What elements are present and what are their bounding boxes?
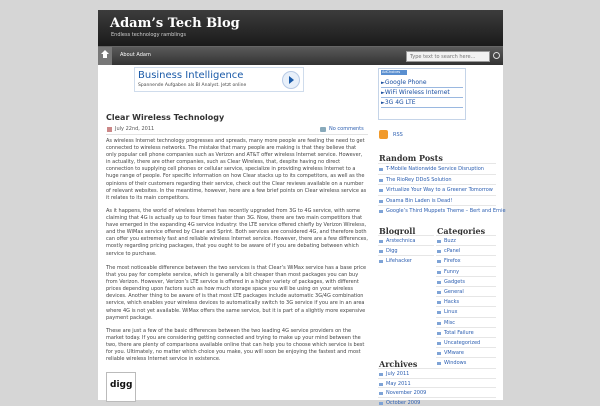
categories-heading: Categories [437, 226, 485, 236]
header [98, 10, 503, 46]
archive-link[interactable]: November 2009 [386, 390, 426, 396]
archive-link[interactable]: July 2011 [386, 371, 409, 377]
ad-link-3g-4g-lte[interactable]: ► 3G 4G LTE [381, 99, 416, 106]
nav-item-about-adam[interactable]: About Adam [120, 52, 151, 58]
list-item[interactable] [436, 337, 496, 347]
list-item[interactable] [436, 296, 496, 306]
list-item[interactable] [378, 387, 496, 397]
home-icon [102, 52, 108, 59]
list-item[interactable] [378, 195, 496, 206]
list-item[interactable] [436, 327, 496, 337]
search-icon[interactable] [493, 52, 500, 59]
blogroll-link[interactable]: Arstechnica [386, 238, 415, 244]
post-paragraph: As wireless Internet technology progresses and spreads, many more people are feeling the need to get connected to wireless networks. The mistake that many people are making is that they believe that only popular cell phone companies such as Verizon and AT&T offer wireless Internet service. However, in actuality, there are other companies, such as Clear Wireless, that, despite having no direct connection to supplying cell phones or cellular service, specialize in providing wireless Internet to a huge range of people. For specific information on how Clear stacks up to its competitors, as well as the opinions of their customers regarding their service, check out the Clear reviews available on a number of relevant websites. In the meantime, however, here are a few brief points on Clear wireless service as it relates to its main competitors. [106, 138, 368, 202]
category-link[interactable]: Uncategorized [444, 340, 480, 346]
list-item[interactable] [378, 174, 496, 185]
list-item[interactable] [436, 317, 496, 327]
post-comments-link[interactable]: No comments [329, 126, 364, 132]
post-date: July 22nd, 2011 [115, 126, 154, 132]
list-item[interactable] [436, 286, 496, 296]
ad-link-divider [381, 107, 463, 108]
list-item[interactable] [436, 255, 496, 265]
list-item[interactable] [378, 378, 496, 388]
random-post-link[interactable]: The RioRey DDoS Solution [386, 177, 452, 183]
blogroll-list [378, 235, 434, 266]
sidebar-ad-links [378, 68, 466, 120]
list-item[interactable] [436, 276, 496, 286]
ad-subtitle[interactable]: Spannende Aufgaben als BI Analyst. Jetzt online [138, 83, 246, 88]
home-tab[interactable] [98, 47, 112, 65]
category-link[interactable]: Buzz [444, 238, 456, 244]
ad-link-divider [381, 87, 463, 88]
ad-arrow-icon[interactable] [282, 71, 300, 89]
ad-title[interactable]: Business Intelligence [138, 70, 243, 81]
blogroll-link[interactable]: Digg [386, 248, 398, 254]
list-item[interactable] [436, 306, 496, 316]
blogroll-heading: Blogroll [379, 226, 415, 236]
random-post-link[interactable]: Google’s Third Muppets Theme – Bert and Ernie [386, 208, 506, 214]
blog-title[interactable]: Adam’s Tech Blog [110, 16, 240, 31]
list-item[interactable] [378, 205, 496, 216]
navbar [98, 46, 503, 65]
rss-icon[interactable] [379, 130, 388, 139]
rss-link[interactable]: RSS [393, 132, 403, 138]
adchoices-label[interactable]: AdChoices [381, 70, 407, 75]
category-link[interactable]: VMware [444, 350, 464, 356]
search-input[interactable] [406, 51, 490, 62]
list-item[interactable] [378, 235, 434, 245]
random-posts-list [378, 163, 496, 216]
list-item[interactable] [378, 368, 496, 378]
blogroll-link[interactable]: Lifehacker [386, 258, 412, 264]
list-item[interactable] [378, 163, 496, 174]
post-title[interactable]: Clear Wireless Technology [106, 113, 224, 122]
list-item[interactable] [436, 235, 496, 245]
archives-list [378, 368, 496, 406]
archive-link[interactable]: October 2009 [386, 400, 420, 406]
post-divider [106, 134, 368, 135]
digg-image [106, 372, 136, 402]
list-item[interactable] [378, 255, 434, 265]
blog-description: Endless technology ramblings [111, 32, 186, 38]
category-link[interactable]: Firefox [444, 258, 461, 264]
category-link[interactable]: Funny [444, 269, 459, 275]
category-link[interactable]: Misc [444, 320, 455, 326]
category-link[interactable]: cPanel [444, 248, 460, 254]
digg-logo: digg [110, 380, 132, 390]
list-item[interactable] [378, 245, 434, 255]
list-item[interactable] [436, 357, 496, 367]
random-post-link[interactable]: Virtualize Your Way to a Greener Tomorrow [386, 187, 493, 193]
category-link[interactable]: Gadgets [444, 279, 465, 285]
list-item[interactable] [378, 184, 496, 195]
list-item[interactable] [436, 347, 496, 357]
list-item[interactable] [436, 266, 496, 276]
random-posts-heading: Random Posts [379, 153, 443, 163]
random-post-link[interactable]: Osama Bin Laden is Dead! [386, 198, 452, 204]
ad-banner[interactable] [134, 67, 304, 92]
categories-list [436, 235, 496, 367]
category-link[interactable]: General [444, 289, 464, 295]
archives-heading: Archives [379, 359, 417, 369]
post-paragraph: As it happens, the world of wireless Internet has recently upgraded from 3G to 4G service, with some claiming that 4G is actually up to four times faster than 3G. Now, there are two main competitors that have emerged in the expanding 4G service industry: the LTE service offered chiefly by Verizon Wireless, and the WiMax service offered by Clear and Sprint. Both services are considered 4G, and therefore both can offer you extremely fast and reliable wireless Internet service. However, there are a few differences, mostly regarding pricing packages, that you ought to be aware of if you are debating between which service to purchase. [106, 208, 368, 258]
list-item[interactable] [436, 245, 496, 255]
comment-icon [320, 127, 326, 132]
category-link[interactable]: Total Failure [444, 330, 474, 336]
category-link[interactable]: Linux [444, 309, 457, 315]
calendar-icon [107, 127, 112, 132]
category-link[interactable]: Windows [444, 360, 466, 366]
ad-link-google-phone[interactable]: ► Google Phone [381, 79, 427, 86]
post-paragraph: The most noticeable difference between the two services is that Clear’s WiMax service has a base price that you pay for complete service, which is generally a bit cheaper than most packages you can buy from Verizon. However, Verizon’s LTE service is offered in a higher variety of packages, with different prices depending upon factors such as how much storage space you will be using on your wireless devices. Another thing to be aware of is that most LTE packages include automatic 3G/4G combination service, which enables your wireless devices to automatically switch to 3G service if you are in an area where 4G is not yet available. WiMax offers the same service, but it is part of a slightly more expensive payment package. [106, 265, 368, 322]
archive-link[interactable]: May 2011 [386, 381, 411, 387]
ad-link-divider [381, 97, 463, 98]
list-item[interactable] [378, 397, 496, 406]
ad-link-wifi-wireless-internet[interactable]: ► WiFi Wireless Internet [381, 89, 450, 96]
page [98, 10, 503, 400]
post-paragraph: These are just a few of the basic differences between the two leading 4G service providers on the market today. If you are considering getting connected and trying to make up your mind between the two, there are plenty of comparisons available online that can help you to choose which service is best for you. Ultimately, no matter which choice you make, you will soon be enjoying the fastest and most reliable wireless Internet service in existence. [106, 328, 368, 363]
random-post-link[interactable]: T-Mobile Nationwide Service Disruption [386, 166, 484, 172]
category-link[interactable]: Hacks [444, 299, 459, 305]
